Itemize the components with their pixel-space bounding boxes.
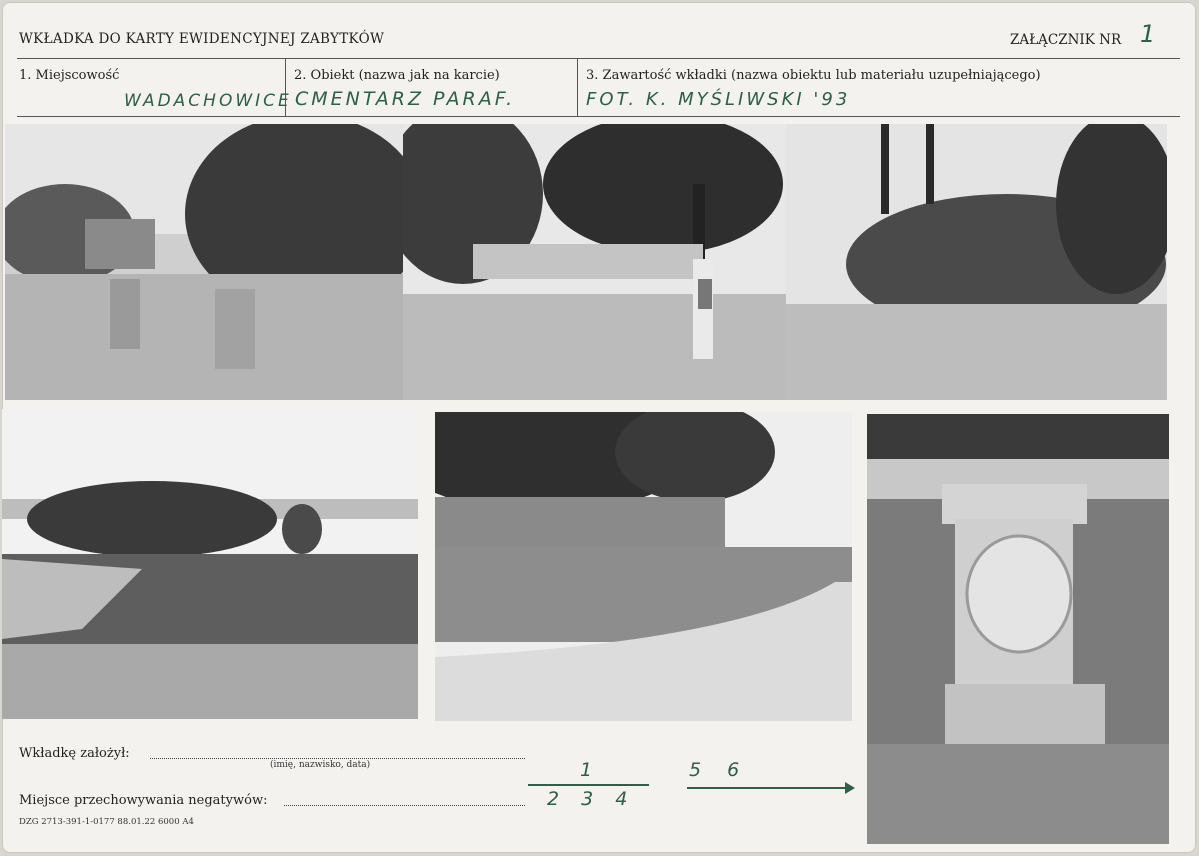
annex-number: 1 bbox=[1140, 20, 1156, 48]
header-divider bbox=[17, 58, 1180, 59]
negatives-bottom: 2 3 4 bbox=[547, 788, 636, 810]
object-label: 2. Obiekt (nazwa jak na karcie) bbox=[294, 68, 500, 83]
place-value: WADACHOWICE bbox=[124, 91, 292, 111]
negatives-label: Miejsce przechowywania negatywów: bbox=[19, 793, 268, 808]
annex-label: ZAŁĄCZNIK NR bbox=[1010, 32, 1122, 48]
photo-6 bbox=[867, 414, 1169, 844]
inventory-card bbox=[2, 2, 1196, 853]
field-separator-2 bbox=[577, 58, 578, 116]
negatives-line bbox=[284, 805, 525, 806]
negatives-fraction-line bbox=[528, 784, 649, 786]
arrow-head-icon bbox=[845, 782, 855, 794]
print-code: DZG 2713-391-1-0177 88.01.22 6000 A4 bbox=[19, 817, 194, 827]
photo-2 bbox=[403, 124, 786, 400]
photo-5 bbox=[435, 412, 852, 721]
negatives-top: 1 bbox=[580, 759, 596, 781]
fields-divider bbox=[17, 116, 1180, 117]
photo-1 bbox=[5, 124, 403, 400]
negatives-right: 5 6 bbox=[689, 759, 750, 781]
founder-label: Wkładkę założył: bbox=[19, 746, 130, 761]
object-value: CMENTARZ PARAF. bbox=[295, 88, 516, 110]
founder-line bbox=[150, 758, 525, 759]
founder-hint: (imię, nazwisko, data) bbox=[270, 760, 371, 770]
photo-3 bbox=[786, 124, 1167, 400]
place-label: 1. Miejscowość bbox=[19, 68, 120, 83]
photo-4 bbox=[2, 409, 418, 719]
contents-value: FOT. K. MYŚLIWSKI '93 bbox=[586, 89, 851, 110]
contents-label: 3. Zawartość wkładki (nazwa obiektu lub materiału uzupełniającego) bbox=[586, 68, 1041, 83]
card-title: WKŁADKA DO KARTY EWIDENCYJNEJ ZABYTKÓW bbox=[19, 31, 385, 47]
arrow-line bbox=[687, 787, 845, 789]
